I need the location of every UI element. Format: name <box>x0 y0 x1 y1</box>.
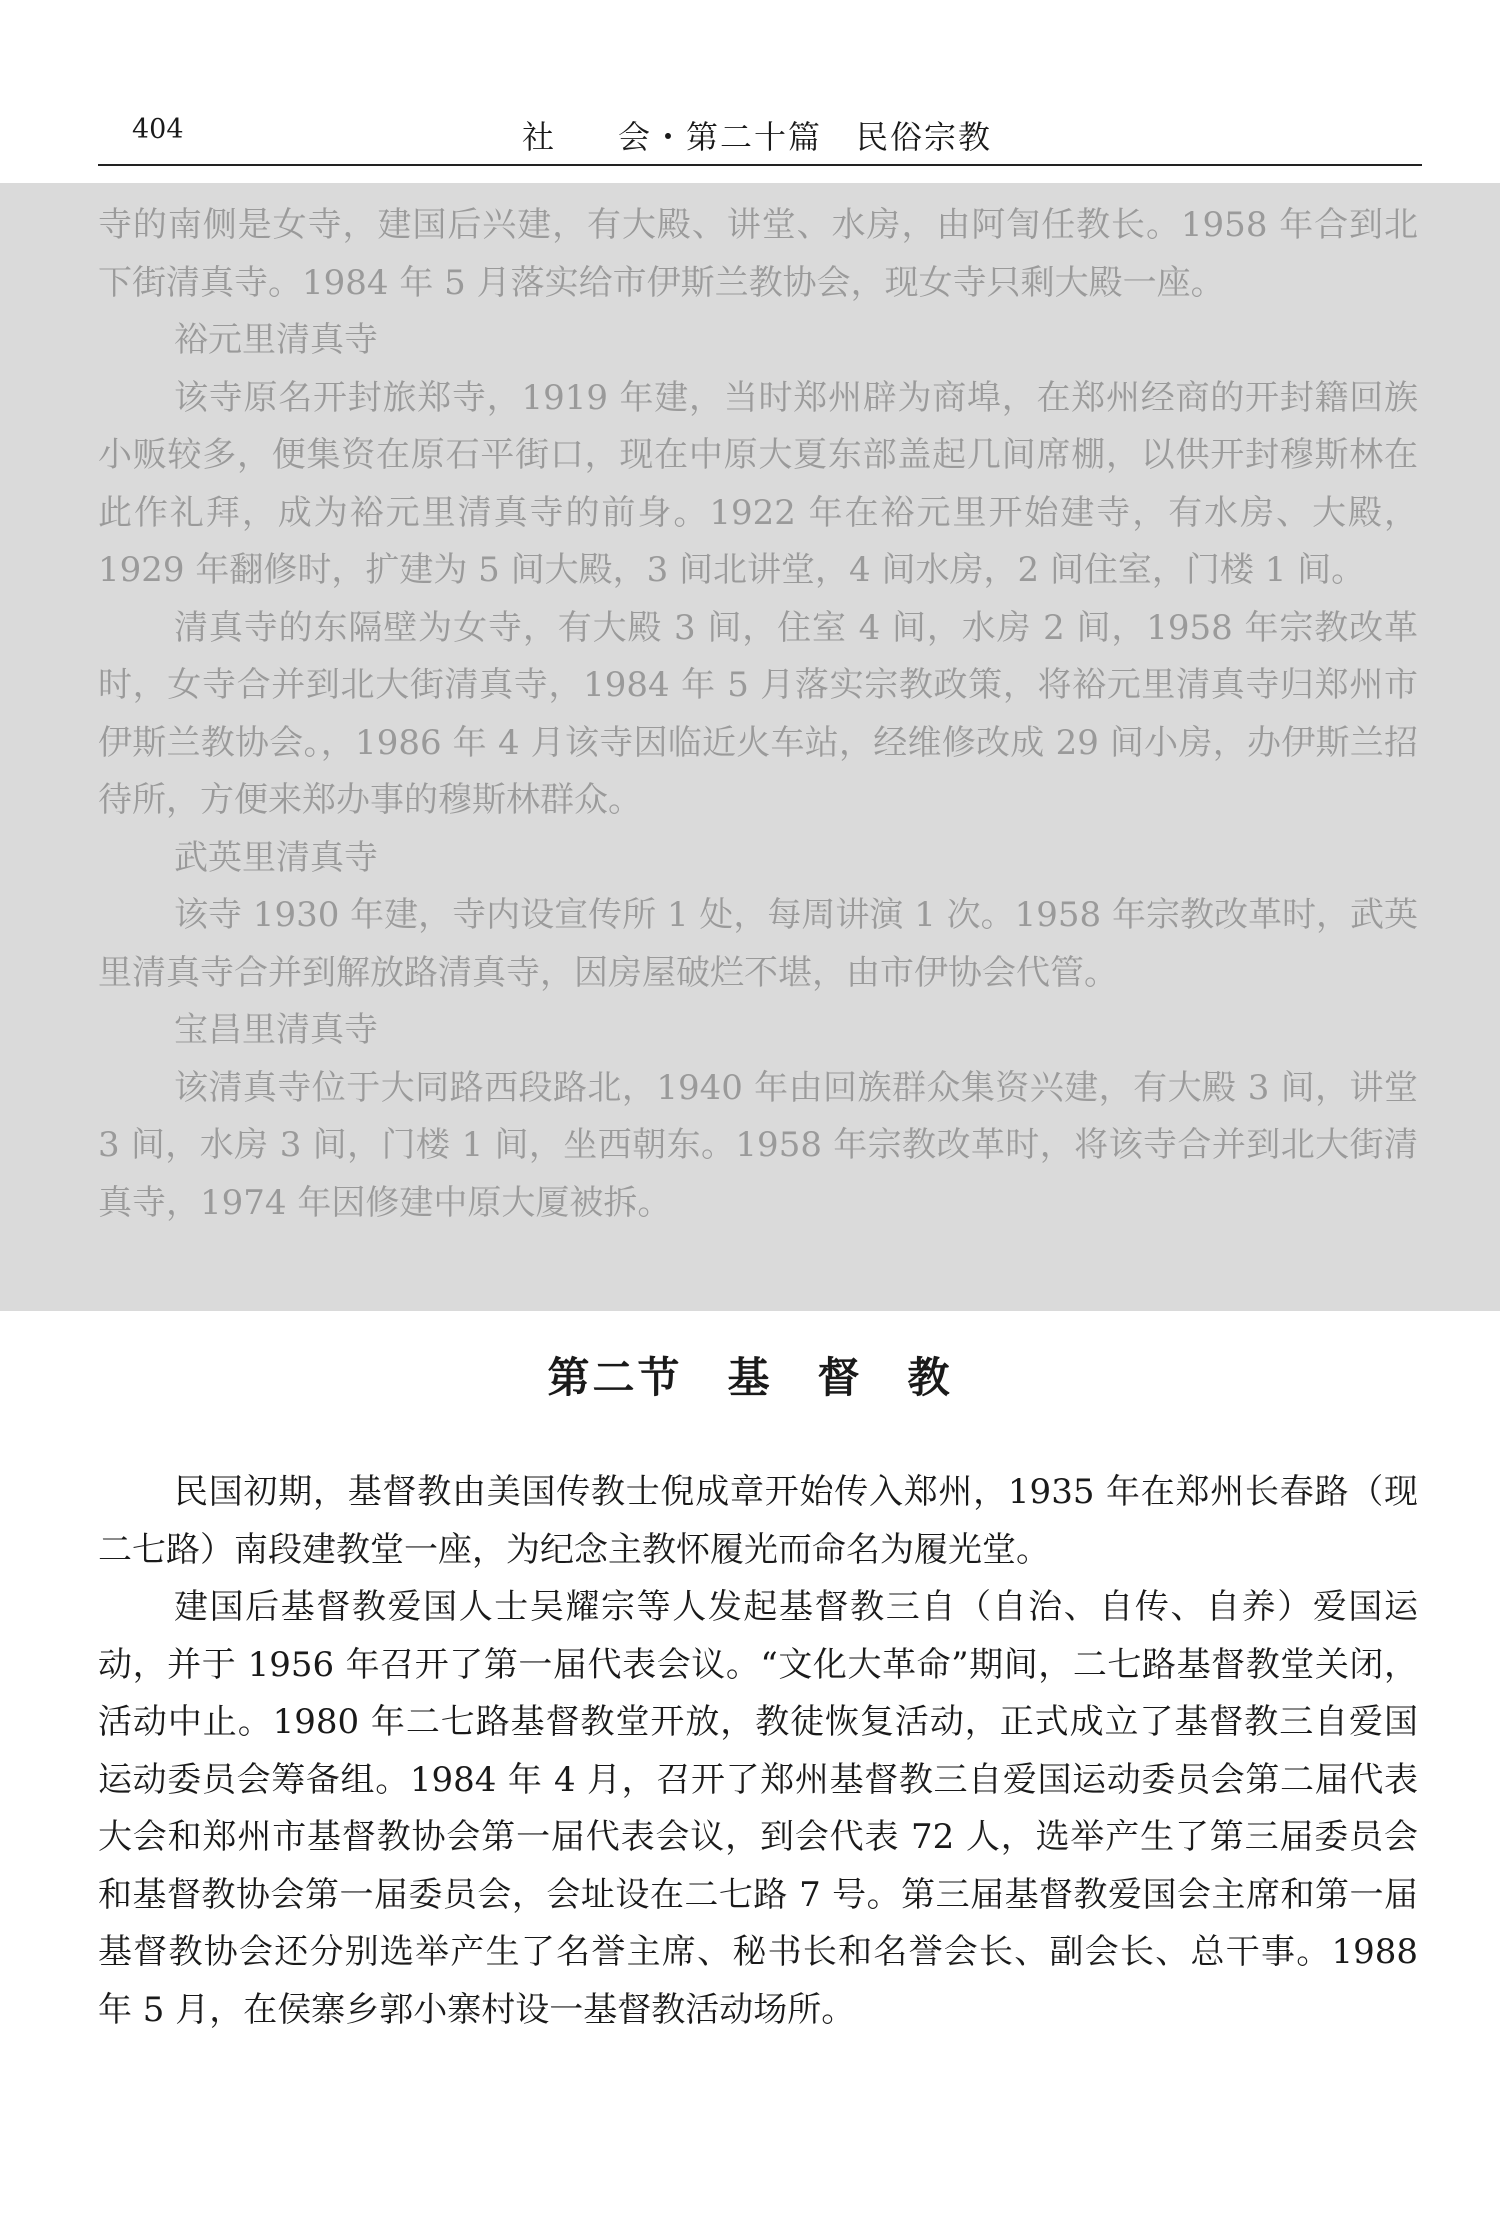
mosque-subheading: 宝昌里清真寺 <box>174 1010 378 1050</box>
running-head <box>522 112 992 158</box>
mosque-subheading: 武英里清真寺 <box>174 837 378 878</box>
body-text <box>98 1464 1418 2039</box>
body-paragraph: 建国后基督教爱国人士吴耀宗等人发起基督教三自（自治、自传、自养）爱国运动，并于 1956 年召开了第一届代表会议。“文化大革命”期间，二七路基督教堂关闭，活动中止。1980 年二七路基督教堂开放，教徒恢复活动，正式成立了基督教三自爱国运动委员会筹备组。1984 年 4 月，召开了郑州基督教三自爱国运动委员会第二届代表大会和郑州市基督教协会第一届代表会议，到会代表 72 人，选举产生了第三届委员会和基督教协会第一届委员会，会址设在二七路 7 号。第三届基督教爱国会主席和第一届基督教协会还分别选举产生了名誉主席、秘书长和名誉会长、副会长、总干事。1988 年 5 月，在侯寨乡郭小寨村设一基督教活动场所。 <box>98 1587 1418 2030</box>
faded-paragraph: 该寺 1930 年建，寺内设宣传所 1 处，每周讲演 1 次。1958 年宗教改革时，武英里清真寺合并到解放路清真寺，因房屋破烂不堪，由市伊协会代管。 <box>98 895 1418 993</box>
section-title: 第二节 基 督 教 <box>547 1353 953 1402</box>
body-paragraph: 民国初期，基督教由美国传教士倪成章开始传入郑州，1935 年在郑州长春路（现二七路）南段建教堂一座，为纪念主教怀履光而命名为履光堂。 <box>98 1472 1418 1570</box>
faded-paragraph: 该清真寺位于大同路西段路北，1940 年由回族群众集资兴建，有大殿 3 间，讲堂 3 间，水房 3 间，门楼 1 间，坐西朝东。1958 年宗教改革时，将该寺合并到北大街清真寺，1974 年因修建中原大厦被拆。 <box>98 1067 1418 1223</box>
running-head-right: 会・第二十篇 民俗宗教 <box>618 118 993 156</box>
page-number: 404 <box>132 114 184 145</box>
mosque-subheading: 裕元里清真寺 <box>174 320 378 360</box>
faded-text-section <box>98 197 1418 1232</box>
faded-paragraph: 清真寺的东隔壁为女寺，有大殿 3 间，住室 4 间，水房 2 间，1958 年宗教改革时，女寺合并到北大街清真寺，1984 年 5 月落实宗教政策，将裕元里清真寺归郑州市伊斯兰教协会。，1986 年 4 月该寺因临近火车站，经维修改成 29 间小房，办伊斯兰招待所，方便来郑办事的穆斯林群众。 <box>98 607 1418 820</box>
running-head-left: 社 <box>522 118 557 156</box>
page-header <box>98 104 1422 166</box>
faded-paragraph: 寺的南侧是女寺，建国后兴建，有大殿、讲堂、水房，由阿訇任教长。1958 年合到北下街清真寺。1984 年 5 月落实给市伊斯兰教协会，现女寺只剩大殿一座。 <box>98 205 1418 303</box>
faded-paragraph: 该寺原名开封旅郑寺，1919 年建，当时郑州辟为商埠，在郑州经商的开封籍回族小贩较多，便集资在原石平街口，现在中原大夏东部盖起几间席棚，以供开封穆斯林在此作礼拜，成为裕元里清真寺的前身。1922 年在裕元里开始建寺，有水房、大殿，1929 年翻修时，扩建为 5 间大殿，3 间北讲堂，4 间水房，2 间住室，门楼 1 间。 <box>98 377 1418 590</box>
